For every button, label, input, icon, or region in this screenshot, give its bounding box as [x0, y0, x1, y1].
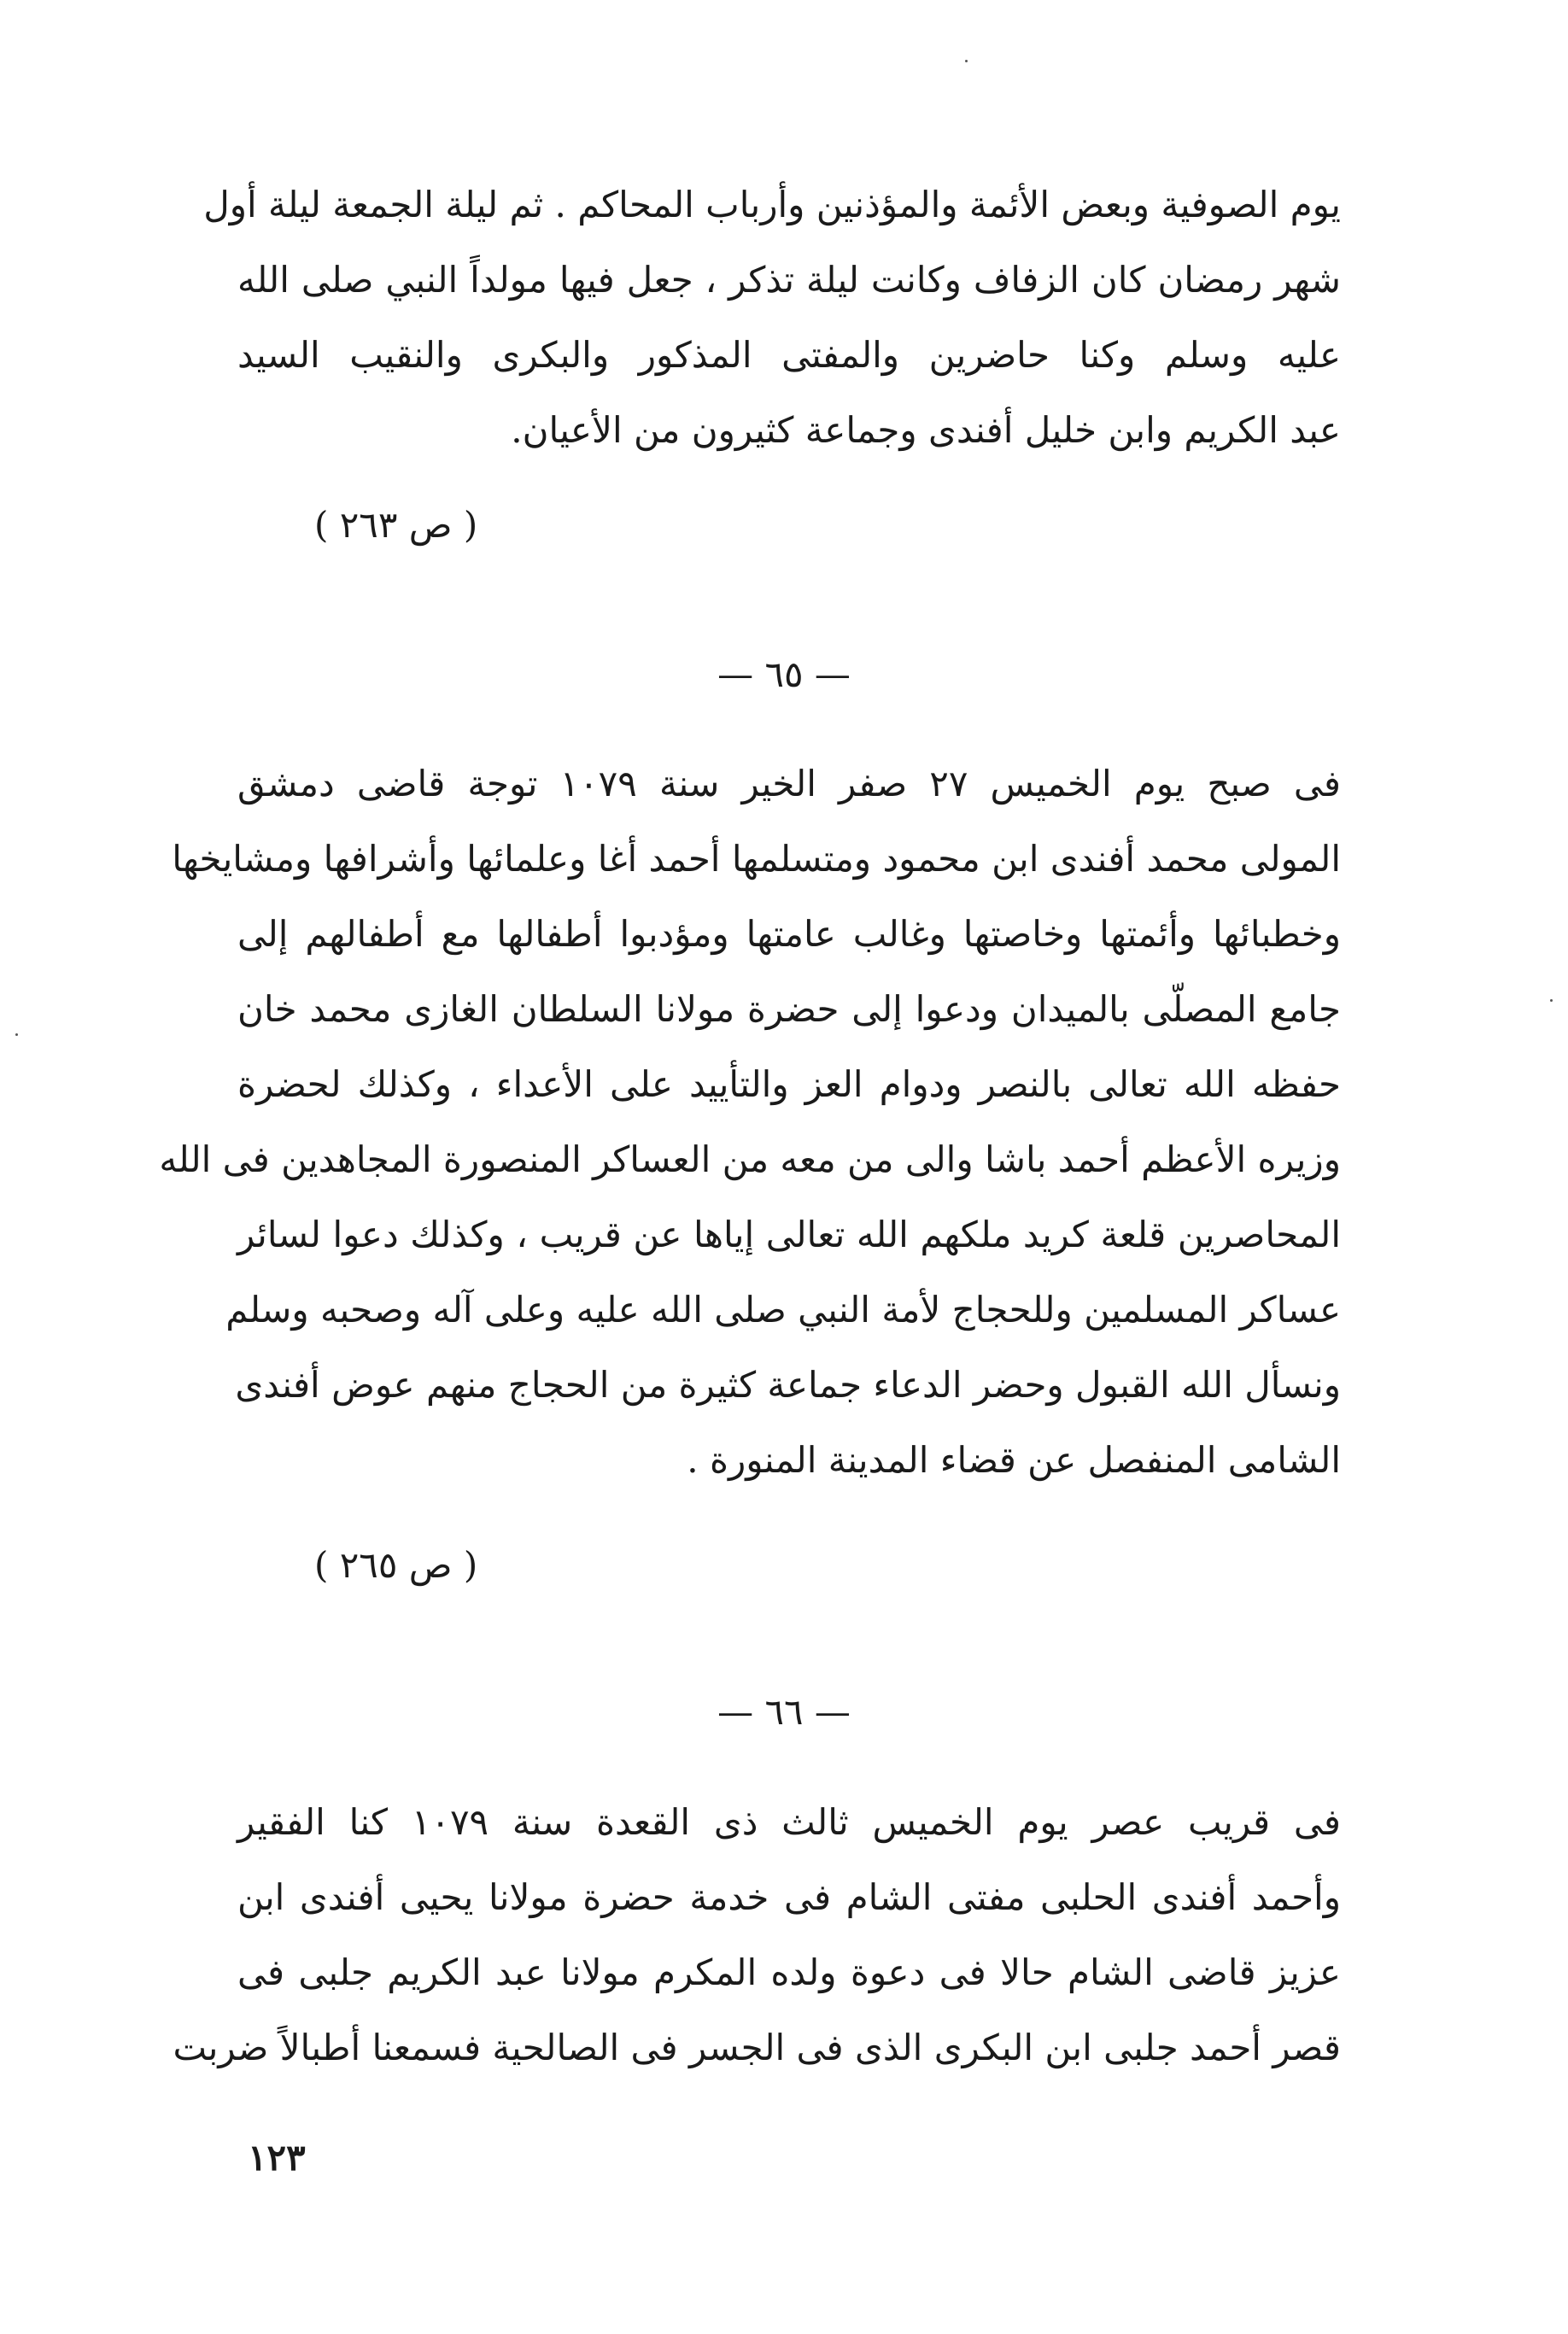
- text-line: جامع المصلّى بالميدان ودعوا إلى حضرة مولانا السلطان الغازى محمد خان: [237, 988, 1341, 1030]
- section-66-text: [173, 1785, 1341, 2085]
- page-reference: ( ص ٢٦٥ ): [314, 1544, 478, 1586]
- scan-speck: [1550, 999, 1553, 1002]
- text-line: الشامى المنفصل عن قضاء المدينة المنورة .: [687, 1439, 1341, 1481]
- page-number: ١٢٣: [248, 2137, 306, 2179]
- text-line: عزيز قاضى الشام حالا فى دعوة ولده المكرم مولانا عبد الكريم جلبى فى: [237, 1951, 1341, 1993]
- scan-speck: [15, 1033, 18, 1036]
- section-65-text: [159, 746, 1341, 1498]
- section-number: — ٦٦ —: [717, 1691, 851, 1733]
- text-line: عبد الكريم وابن خليل أفندى وجماعة كثيرون من الأعيان.: [511, 409, 1341, 451]
- text-line: ونسأل الله القبول وحضر الدعاء جماعة كثيرة من الحجاج منهم عوض أفندى: [235, 1364, 1341, 1406]
- text-line: وأحمد أفندى الحلبى مفتى الشام فى خدمة حضرة مولانا يحيى أفندى ابن: [237, 1876, 1341, 1918]
- text-line: يوم الصوفية وبعض الأئمة والمؤذنين وأرباب المحاكم . ثم ليلة الجمعة ليلة أول: [203, 184, 1341, 225]
- text-line: فى صبح يوم الخميس ٢٧ صفر الخير سنة ١٠٧٩ توجة قاضى دمشق: [237, 763, 1341, 804]
- text-line: حفظه الله تعالى بالنصر ودوام العز والتأييد على الأعداء ، وكذلك لحضرة: [237, 1063, 1341, 1105]
- text-line: وخطبائها وأئمتها وخاصتها وغالب عامتها ومؤدبوا أطفالها مع أطفالهم إلى: [237, 913, 1341, 955]
- text-line: المحاصرين قلعة كريد ملكهم الله تعالى إياها عن قريب ، وكذلك دعوا لسائر: [237, 1214, 1341, 1255]
- text-line: المولى محمد أفندى ابن محمود ومتسلمها أحمد أغا وعلمائها وأشرافها ومشايخها: [172, 838, 1341, 880]
- section-top-text: [203, 167, 1341, 468]
- text-line: عليه وسلم وكنا حاضرين والمفتى المذكور والبكرى والنقيب السيد: [237, 334, 1341, 376]
- text-line: فى قريب عصر يوم الخميس ثالث ذى القعدة سنة ١٠٧٩ كنا الفقير: [237, 1801, 1341, 1843]
- text-line: وزيره الأعظم أحمد باشا والى من معه من العساكر المنصورة المجاهدين فى الله: [159, 1138, 1341, 1180]
- section-number: — ٦٥ —: [717, 653, 851, 695]
- scan-speck: [965, 60, 968, 62]
- text-line: شهر رمضان كان الزفاف وكانت ليلة تذكر ، جعل فيها مولداً النبي صلى الله: [237, 259, 1341, 301]
- text-line: عساكر المسلمين وللحجاج لأمة النبي صلى الله عليه وعلى آله وصحبه وسلم: [225, 1289, 1341, 1331]
- page-reference: ( ص ٢٦٣ ): [314, 504, 478, 546]
- text-line: قصر أحمد جلبى ابن البكرى الذى فى الجسر فى الصالحية فسمعنا أطبالاً ضربت: [173, 2027, 1341, 2068]
